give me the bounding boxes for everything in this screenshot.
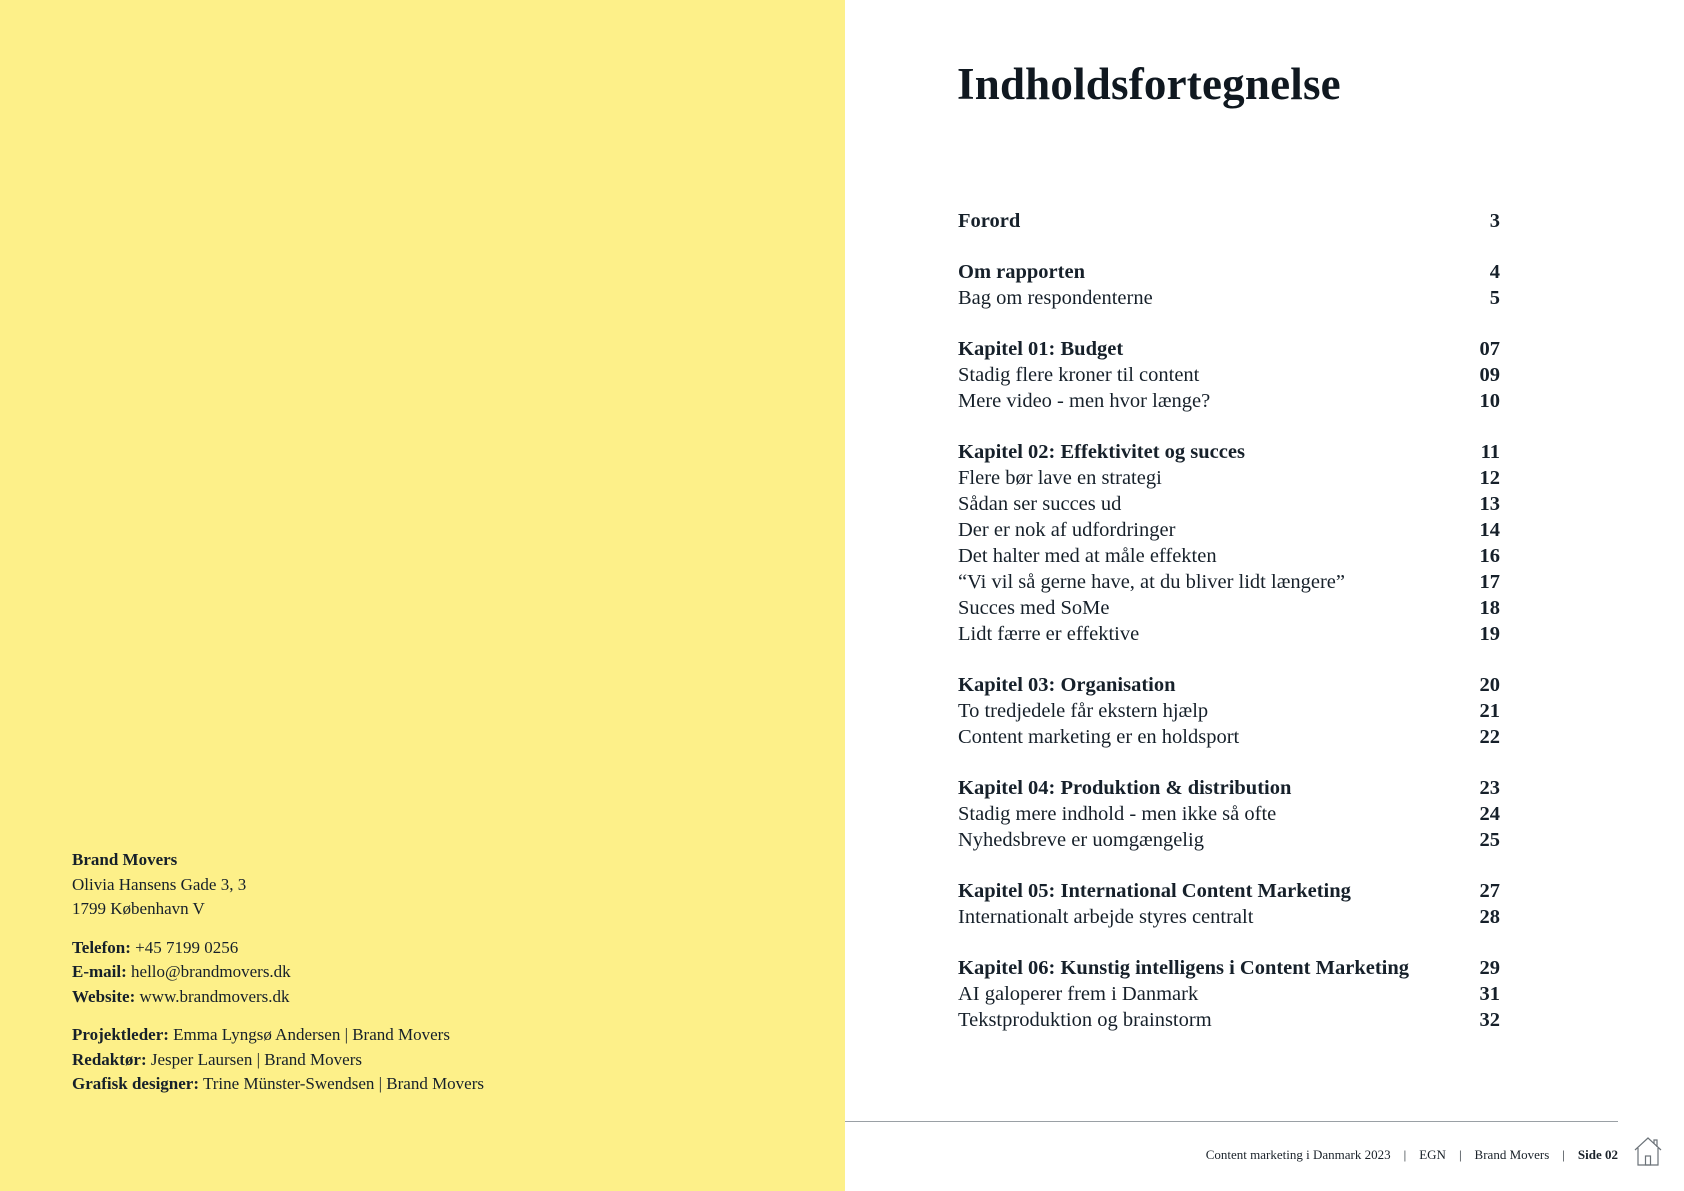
footer-separator: | <box>1562 1147 1565 1162</box>
toc-page-number: 09 <box>1479 364 1500 386</box>
toc-page-number: 19 <box>1479 623 1500 645</box>
address-line-1: Olivia Hansens Gade 3, 3 <box>72 874 247 894</box>
toc-chapter-link[interactable] <box>958 336 1500 362</box>
toc-entry-title: Tekstproduktion og brainstorm <box>958 1009 1212 1031</box>
toc-page-number: 4 <box>1489 261 1500 283</box>
toc-entry-title: Succes med SoMe <box>958 597 1110 619</box>
footer-partner-egn: EGN <box>1419 1147 1446 1162</box>
page-footer <box>1206 1146 1618 1164</box>
toc-chapter-title: Kapitel 02: Effektivitet og succes <box>958 441 1245 463</box>
toc-page-number: 21 <box>1479 700 1500 722</box>
toc-entry-link[interactable] <box>958 595 1500 621</box>
toc-section <box>958 672 1500 750</box>
toc-entry-link[interactable] <box>958 981 1500 1007</box>
toc-section <box>958 208 1500 234</box>
toc-chapter-title: Kapitel 04: Produktion & distribution <box>958 777 1292 799</box>
toc-page-number: 07 <box>1479 338 1500 360</box>
toc-entry-link[interactable] <box>958 724 1500 750</box>
toc-entry-title: Nyhedsbreve er uomgængelig <box>958 829 1204 851</box>
email-link[interactable]: hello@brandmovers.dk <box>131 962 291 981</box>
toc-page-number: 14 <box>1479 519 1500 541</box>
toc-entry-link[interactable] <box>958 698 1500 724</box>
toc-page-number: 24 <box>1479 803 1500 825</box>
toc-page-number: 28 <box>1479 906 1500 928</box>
toc-entry-title: Bag om respondenterne <box>958 287 1153 309</box>
toc-entry-link[interactable] <box>958 621 1500 647</box>
toc-entry-link[interactable] <box>958 801 1500 827</box>
staff-group <box>72 1023 832 1097</box>
address-group <box>72 848 832 922</box>
toc-entry-title: “Vi vil så gerne have, at du bliver lidt længere” <box>958 571 1345 593</box>
toc-chapter-title: Kapitel 03: Organisation <box>958 674 1176 696</box>
toc-entry-title: Mere video - men hvor længe? <box>958 390 1211 412</box>
home-icon[interactable] <box>1633 1135 1663 1167</box>
credits-block <box>72 848 832 1111</box>
toc-page-number: 31 <box>1479 983 1500 1005</box>
toc-section <box>958 955 1500 1033</box>
toc-entry-title: AI galoperer frem i Danmark <box>958 983 1199 1005</box>
toc-entry-link[interactable] <box>958 491 1500 517</box>
toc-section <box>958 775 1500 853</box>
toc-page-number: 25 <box>1479 829 1500 851</box>
right-panel <box>845 0 1684 1191</box>
toc-page-number: 18 <box>1479 597 1500 619</box>
editor-line: Redaktør: Jesper Laursen | Brand Movers <box>72 1049 362 1069</box>
toc-chapter-link[interactable] <box>958 955 1500 981</box>
toc-entry-title: Flere bør lave en strategi <box>958 467 1162 489</box>
toc-chapter-title: Kapitel 01: Budget <box>958 338 1124 360</box>
toc-entry-title: Stadig mere indhold - men ikke så ofte <box>958 803 1277 825</box>
page-number: Side 02 <box>1577 1147 1618 1162</box>
toc-page-number: 29 <box>1479 957 1500 979</box>
toc-page-number: 11 <box>1480 441 1500 463</box>
toc-entry-title: Stadig flere kroner til content <box>958 364 1200 386</box>
company-name: Brand Movers <box>72 850 178 869</box>
toc-chapter-link[interactable] <box>958 439 1500 465</box>
footer-partner-brand-movers: Brand Movers <box>1474 1147 1550 1162</box>
footer-divider <box>845 1121 1618 1122</box>
toc-entry-link[interactable] <box>958 904 1500 930</box>
toc-entry-link[interactable] <box>958 543 1500 569</box>
footer-separator: | <box>1458 1147 1462 1162</box>
toc-page-number: 20 <box>1479 674 1500 696</box>
toc-chapter-title: Om rapporten <box>958 261 1085 283</box>
toc-chapter-title: Kapitel 05: International Content Marketing <box>958 880 1351 902</box>
toc-entry-title: Lidt færre er effektive <box>958 623 1140 645</box>
toc-entry-title: To tredjedele får ekstern hjælp <box>958 700 1209 722</box>
toc-section <box>958 259 1500 311</box>
project-lead-line: Projektleder: Emma Lyngsø Andersen | Brand Movers <box>72 1025 450 1044</box>
page-title: Indholdsfortegnelse <box>957 59 1341 109</box>
toc-page-number: 32 <box>1479 1009 1500 1031</box>
toc-chapter-title: Kapitel 06: Kunstig intelligens i Content Marketing <box>958 957 1409 979</box>
toc-page-number: 17 <box>1479 571 1500 593</box>
toc-entry-link[interactable] <box>958 569 1500 595</box>
toc-page-number: 3 <box>1489 210 1500 232</box>
toc-entry-title: Content marketing er en holdsport <box>958 726 1240 748</box>
toc-chapter-link[interactable] <box>958 259 1500 285</box>
toc-page-number: 22 <box>1479 726 1500 748</box>
toc-entry-title: Det halter med at måle effekten <box>958 545 1217 567</box>
toc-chapter-link[interactable] <box>958 672 1500 698</box>
toc-entry-link[interactable] <box>958 827 1500 853</box>
toc-entry-link[interactable] <box>958 285 1500 311</box>
toc-page-number: 5 <box>1489 287 1500 309</box>
toc-entry-link[interactable] <box>958 362 1500 388</box>
toc-page-number: 16 <box>1479 545 1500 567</box>
toc-entry-title: Sådan ser succes ud <box>958 493 1122 515</box>
footer-publication: Content marketing i Danmark 2023 <box>1205 1147 1391 1162</box>
toc-section <box>958 878 1500 930</box>
toc-entry-title: Der er nok af udfordringer <box>958 519 1176 541</box>
website-line: Website: www.brandmovers.dk <box>72 986 290 1006</box>
table-of-contents <box>958 208 1500 1058</box>
address-line-2: 1799 København V <box>72 899 205 918</box>
toc-page-number: 12 <box>1479 467 1500 489</box>
phone-value: +45 7199 0256 <box>135 937 239 957</box>
toc-entry-link[interactable] <box>958 388 1500 414</box>
toc-chapter-link[interactable] <box>958 208 1500 234</box>
footer-separator: | <box>1403 1147 1407 1162</box>
toc-section <box>958 439 1500 647</box>
toc-page-number: 10 <box>1479 390 1500 412</box>
toc-page-number: 13 <box>1479 493 1500 515</box>
toc-page-number: 27 <box>1479 880 1500 902</box>
phone-line: Telefon: +45 7199 0256 <box>72 937 239 957</box>
toc-entry-link[interactable] <box>958 517 1500 543</box>
designer-line: Grafisk designer: Trine Münster-Swendsen | Brand Movers <box>72 1074 485 1093</box>
toc-entry-link[interactable] <box>958 1007 1500 1033</box>
website-link[interactable]: www.brandmovers.dk <box>139 986 290 1006</box>
toc-chapter-link[interactable] <box>958 775 1500 801</box>
toc-entry-link[interactable] <box>958 465 1500 491</box>
toc-entry-title: Internationalt arbejde styres centralt <box>958 906 1254 928</box>
toc-page-number: 23 <box>1479 777 1500 799</box>
contact-group <box>72 936 832 1010</box>
toc-chapter-title: Forord <box>958 210 1021 232</box>
toc-section <box>958 336 1500 414</box>
toc-chapter-link[interactable] <box>958 878 1500 904</box>
email-line: E-mail: hello@brandmovers.dk <box>72 962 291 981</box>
